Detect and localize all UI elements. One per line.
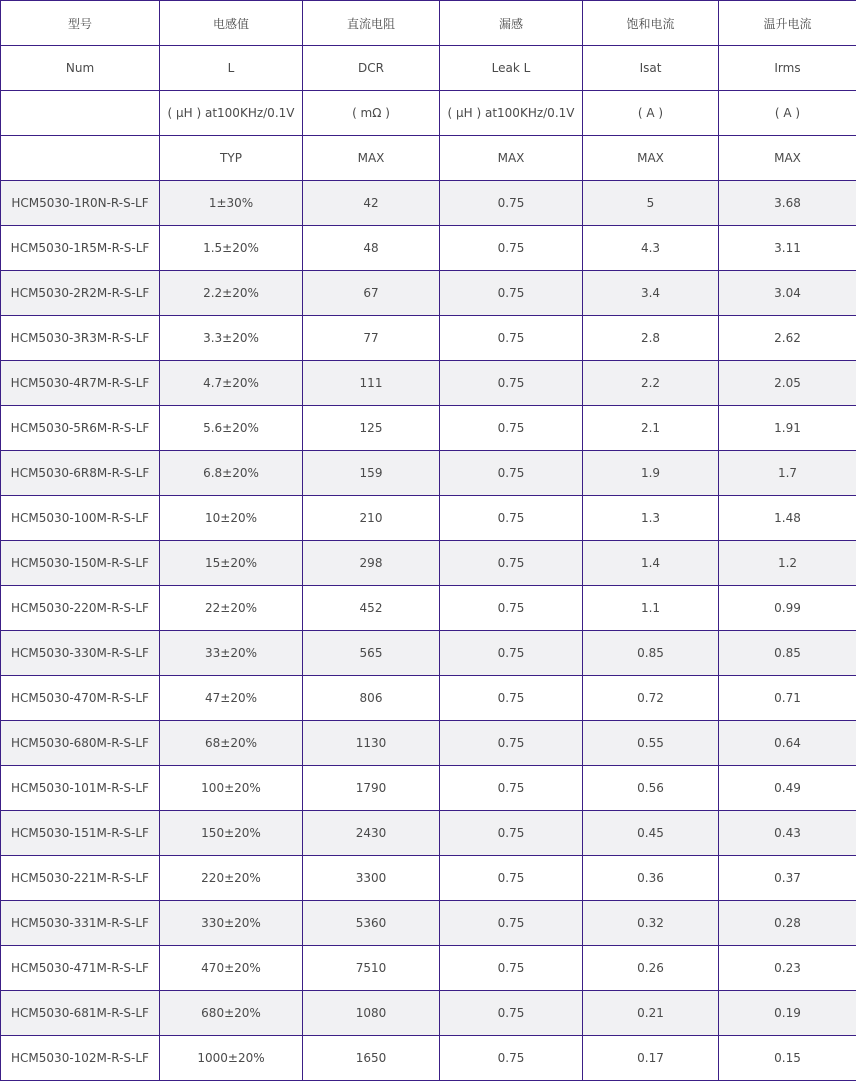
cell-dcr: 111 xyxy=(303,361,440,406)
table-row xyxy=(1,901,856,946)
table-row xyxy=(1,316,856,361)
cell-part-number: HCM5030-471M-R-S-LF xyxy=(1,946,160,991)
cell-saturation-current: 5 xyxy=(583,181,719,226)
header-cell-rms-current: ( A ) xyxy=(719,91,856,136)
cell-dcr: 298 xyxy=(303,541,440,586)
table-row xyxy=(1,946,856,991)
header-cell-saturation-current: 饱和电流 xyxy=(583,1,719,46)
header-cell-leakage-inductance: ( μH ) at100KHz/0.1V xyxy=(440,91,583,136)
cell-saturation-current: 0.21 xyxy=(583,991,719,1036)
cell-saturation-current: 0.32 xyxy=(583,901,719,946)
cell-inductance: 1±30% xyxy=(160,181,303,226)
cell-part-number: HCM5030-470M-R-S-LF xyxy=(1,676,160,721)
cell-rms-current: 0.43 xyxy=(719,811,856,856)
cell-part-number: HCM5030-331M-R-S-LF xyxy=(1,901,160,946)
cell-leakage-inductance: 0.75 xyxy=(440,721,583,766)
cell-leakage-inductance: 0.75 xyxy=(440,856,583,901)
cell-part-number: HCM5030-150M-R-S-LF xyxy=(1,541,160,586)
cell-leakage-inductance: 0.75 xyxy=(440,901,583,946)
table-row xyxy=(1,721,856,766)
header-cell-part-number: Num xyxy=(1,46,160,91)
header-cell-saturation-current: MAX xyxy=(583,136,719,181)
cell-inductance: 2.2±20% xyxy=(160,271,303,316)
table-row xyxy=(1,226,856,271)
cell-leakage-inductance: 0.75 xyxy=(440,226,583,271)
cell-leakage-inductance: 0.75 xyxy=(440,676,583,721)
cell-rms-current: 0.19 xyxy=(719,991,856,1036)
cell-rms-current: 3.68 xyxy=(719,181,856,226)
cell-part-number: HCM5030-151M-R-S-LF xyxy=(1,811,160,856)
cell-part-number: HCM5030-100M-R-S-LF xyxy=(1,496,160,541)
table-row xyxy=(1,361,856,406)
cell-inductance: 220±20% xyxy=(160,856,303,901)
cell-part-number: HCM5030-221M-R-S-LF xyxy=(1,856,160,901)
header-row xyxy=(1,136,856,181)
cell-part-number: HCM5030-101M-R-S-LF xyxy=(1,766,160,811)
cell-part-number: HCM5030-681M-R-S-LF xyxy=(1,991,160,1036)
table-row xyxy=(1,271,856,316)
cell-dcr: 210 xyxy=(303,496,440,541)
cell-dcr: 5360 xyxy=(303,901,440,946)
cell-saturation-current: 0.26 xyxy=(583,946,719,991)
header-cell-leakage-inductance: Leak L xyxy=(440,46,583,91)
table-row xyxy=(1,631,856,676)
cell-leakage-inductance: 0.75 xyxy=(440,1036,583,1081)
table-row xyxy=(1,811,856,856)
cell-dcr: 7510 xyxy=(303,946,440,991)
cell-part-number: HCM5030-2R2M-R-S-LF xyxy=(1,271,160,316)
header-cell-rms-current: Irms xyxy=(719,46,856,91)
header-cell-inductance: L xyxy=(160,46,303,91)
cell-dcr: 1790 xyxy=(303,766,440,811)
cell-leakage-inductance: 0.75 xyxy=(440,271,583,316)
cell-saturation-current: 1.9 xyxy=(583,451,719,496)
cell-rms-current: 0.23 xyxy=(719,946,856,991)
cell-part-number: HCM5030-680M-R-S-LF xyxy=(1,721,160,766)
cell-dcr: 2430 xyxy=(303,811,440,856)
cell-saturation-current: 2.8 xyxy=(583,316,719,361)
cell-saturation-current: 1.4 xyxy=(583,541,719,586)
cell-dcr: 77 xyxy=(303,316,440,361)
cell-inductance: 10±20% xyxy=(160,496,303,541)
cell-rms-current: 0.99 xyxy=(719,586,856,631)
header-cell-leakage-inductance: 漏感 xyxy=(440,1,583,46)
cell-rms-current: 0.28 xyxy=(719,901,856,946)
header-cell-dcr: DCR xyxy=(303,46,440,91)
header-cell-part-number: 型号 xyxy=(1,1,160,46)
cell-dcr: 1130 xyxy=(303,721,440,766)
table-row xyxy=(1,541,856,586)
cell-dcr: 1650 xyxy=(303,1036,440,1081)
header-cell-part-number xyxy=(1,91,160,136)
cell-leakage-inductance: 0.75 xyxy=(440,631,583,676)
cell-inductance: 33±20% xyxy=(160,631,303,676)
cell-inductance: 1000±20% xyxy=(160,1036,303,1081)
cell-saturation-current: 2.2 xyxy=(583,361,719,406)
table-row xyxy=(1,496,856,541)
cell-leakage-inductance: 0.75 xyxy=(440,451,583,496)
cell-leakage-inductance: 0.75 xyxy=(440,586,583,631)
cell-rms-current: 2.05 xyxy=(719,361,856,406)
header-cell-rms-current: MAX xyxy=(719,136,856,181)
cell-saturation-current: 0.17 xyxy=(583,1036,719,1081)
cell-dcr: 42 xyxy=(303,181,440,226)
header-row xyxy=(1,1,856,46)
cell-part-number: HCM5030-220M-R-S-LF xyxy=(1,586,160,631)
header-cell-dcr: 直流电阻 xyxy=(303,1,440,46)
cell-saturation-current: 1.1 xyxy=(583,586,719,631)
cell-part-number: HCM5030-4R7M-R-S-LF xyxy=(1,361,160,406)
cell-part-number: HCM5030-6R8M-R-S-LF xyxy=(1,451,160,496)
cell-rms-current: 3.11 xyxy=(719,226,856,271)
cell-leakage-inductance: 0.75 xyxy=(440,541,583,586)
cell-part-number: HCM5030-3R3M-R-S-LF xyxy=(1,316,160,361)
cell-saturation-current: 3.4 xyxy=(583,271,719,316)
header-cell-rms-current: 温升电流 xyxy=(719,1,856,46)
header-cell-dcr: MAX xyxy=(303,136,440,181)
cell-rms-current: 3.04 xyxy=(719,271,856,316)
cell-part-number: HCM5030-1R0N-R-S-LF xyxy=(1,181,160,226)
cell-saturation-current: 0.55 xyxy=(583,721,719,766)
header-cell-inductance: ( μH ) at100KHz/0.1V xyxy=(160,91,303,136)
header-cell-part-number xyxy=(1,136,160,181)
cell-rms-current: 1.91 xyxy=(719,406,856,451)
cell-leakage-inductance: 0.75 xyxy=(440,946,583,991)
cell-inductance: 5.6±20% xyxy=(160,406,303,451)
table-row xyxy=(1,1036,856,1081)
cell-inductance: 470±20% xyxy=(160,946,303,991)
cell-inductance: 47±20% xyxy=(160,676,303,721)
cell-leakage-inductance: 0.75 xyxy=(440,181,583,226)
cell-rms-current: 2.62 xyxy=(719,316,856,361)
header-cell-inductance: TYP xyxy=(160,136,303,181)
cell-part-number: HCM5030-5R6M-R-S-LF xyxy=(1,406,160,451)
cell-leakage-inductance: 0.75 xyxy=(440,316,583,361)
header-row xyxy=(1,46,856,91)
cell-leakage-inductance: 0.75 xyxy=(440,991,583,1036)
table-row xyxy=(1,856,856,901)
cell-leakage-inductance: 0.75 xyxy=(440,811,583,856)
cell-leakage-inductance: 0.75 xyxy=(440,361,583,406)
cell-rms-current: 0.15 xyxy=(719,1036,856,1081)
cell-leakage-inductance: 0.75 xyxy=(440,766,583,811)
cell-inductance: 1.5±20% xyxy=(160,226,303,271)
header-cell-dcr: ( mΩ ) xyxy=(303,91,440,136)
table-row xyxy=(1,586,856,631)
cell-inductance: 3.3±20% xyxy=(160,316,303,361)
header-cell-leakage-inductance: MAX xyxy=(440,136,583,181)
cell-saturation-current: 4.3 xyxy=(583,226,719,271)
cell-dcr: 159 xyxy=(303,451,440,496)
cell-rms-current: 0.37 xyxy=(719,856,856,901)
cell-rms-current: 0.71 xyxy=(719,676,856,721)
cell-inductance: 22±20% xyxy=(160,586,303,631)
table-row xyxy=(1,406,856,451)
cell-dcr: 565 xyxy=(303,631,440,676)
cell-inductance: 680±20% xyxy=(160,991,303,1036)
table-row xyxy=(1,181,856,226)
cell-inductance: 6.8±20% xyxy=(160,451,303,496)
cell-inductance: 100±20% xyxy=(160,766,303,811)
cell-leakage-inductance: 0.75 xyxy=(440,406,583,451)
cell-saturation-current: 0.56 xyxy=(583,766,719,811)
cell-saturation-current: 0.72 xyxy=(583,676,719,721)
header-cell-saturation-current: ( A ) xyxy=(583,91,719,136)
cell-leakage-inductance: 0.75 xyxy=(440,496,583,541)
cell-rms-current: 1.2 xyxy=(719,541,856,586)
cell-saturation-current: 0.85 xyxy=(583,631,719,676)
cell-part-number: HCM5030-330M-R-S-LF xyxy=(1,631,160,676)
header-cell-inductance: 电感值 xyxy=(160,1,303,46)
cell-saturation-current: 1.3 xyxy=(583,496,719,541)
cell-part-number: HCM5030-1R5M-R-S-LF xyxy=(1,226,160,271)
cell-rms-current: 0.49 xyxy=(719,766,856,811)
cell-rms-current: 0.85 xyxy=(719,631,856,676)
cell-rms-current: 0.64 xyxy=(719,721,856,766)
table-row xyxy=(1,676,856,721)
cell-dcr: 67 xyxy=(303,271,440,316)
table-row xyxy=(1,451,856,496)
cell-inductance: 4.7±20% xyxy=(160,361,303,406)
cell-inductance: 330±20% xyxy=(160,901,303,946)
cell-dcr: 806 xyxy=(303,676,440,721)
cell-dcr: 1080 xyxy=(303,991,440,1036)
cell-saturation-current: 0.36 xyxy=(583,856,719,901)
cell-dcr: 3300 xyxy=(303,856,440,901)
cell-inductance: 15±20% xyxy=(160,541,303,586)
table-row xyxy=(1,766,856,811)
header-cell-saturation-current: Isat xyxy=(583,46,719,91)
cell-saturation-current: 2.1 xyxy=(583,406,719,451)
cell-dcr: 48 xyxy=(303,226,440,271)
cell-dcr: 452 xyxy=(303,586,440,631)
table-row xyxy=(1,991,856,1036)
header-row xyxy=(1,91,856,136)
cell-rms-current: 1.7 xyxy=(719,451,856,496)
cell-rms-current: 1.48 xyxy=(719,496,856,541)
cell-dcr: 125 xyxy=(303,406,440,451)
cell-part-number: HCM5030-102M-R-S-LF xyxy=(1,1036,160,1081)
cell-inductance: 150±20% xyxy=(160,811,303,856)
table-body xyxy=(1,1,856,1081)
cell-saturation-current: 0.45 xyxy=(583,811,719,856)
cell-inductance: 68±20% xyxy=(160,721,303,766)
